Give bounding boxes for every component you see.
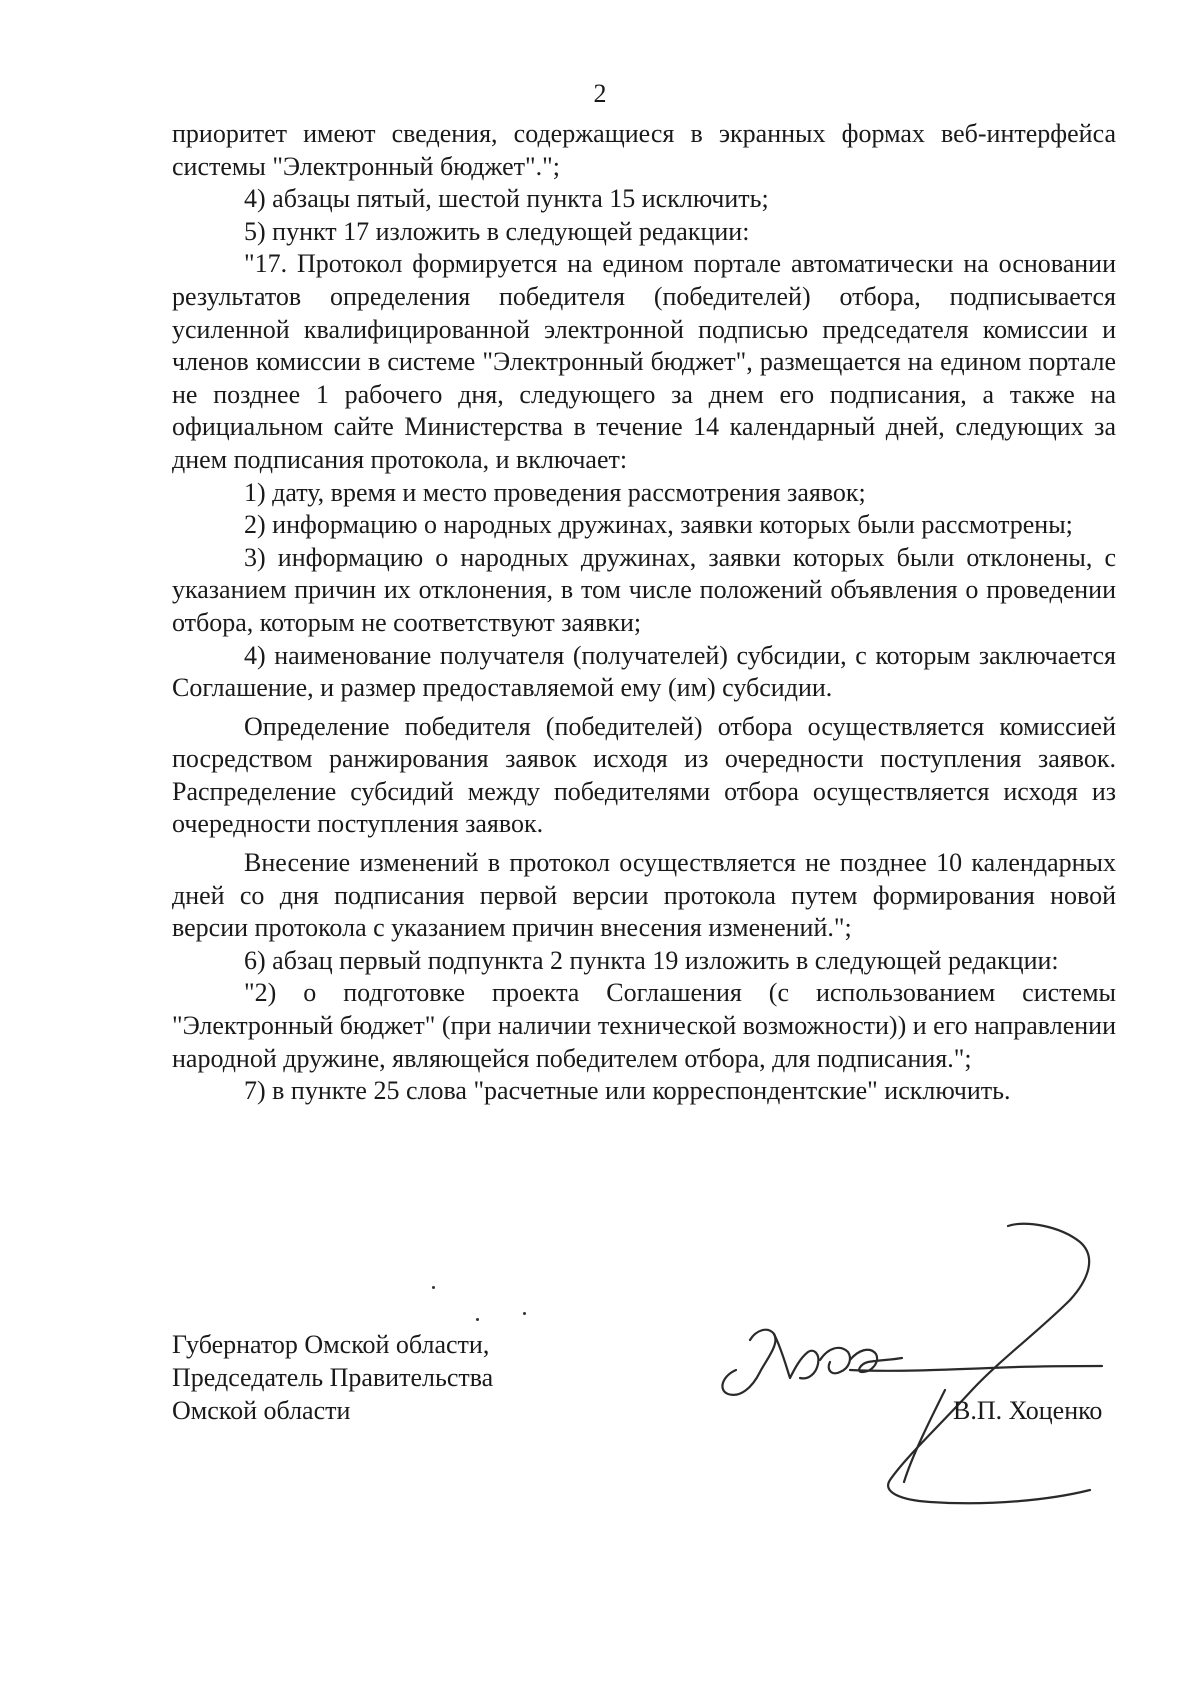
signatory-position-line: Губернатор Омской области, [172, 1330, 490, 1359]
list-item: 3) информацию о народных дружинах, заявки которых были отклонены, с указанием причин их отклонения, в том числе положений объявления о проведении отбора, которым не соответствуют заявки; [172, 542, 1116, 637]
document-body [172, 118, 1116, 1108]
list-item: 1) дату, время и место проведения рассмотрения заявок; [244, 477, 866, 507]
paragraph: Определение победителя (победителей) отбора осуществляется комиссией посредством ранжирования заявок исходя из очередности поступления заявок. Распределение субсидий между победителями отбора осуществляется исходя из очередности поступления заявок. [172, 711, 1116, 839]
handwritten-signature [690, 1220, 1150, 1510]
scan-speck [432, 1286, 435, 1289]
paragraph: "17. Протокол формируется на едином портале автоматически на основании результатов определения победителя (победителей) отбора, подписывается усиленной квалифицированной электронной подписью председателя комиссии и членов комиссии в системе "Электронный бюджет", размещается на едином портале не позднее 1 рабочего дня, следующего за днем его подписания, а также на официальном сайте Министерства в течение 14 календарный дней, следующих за днем подписания протокола, и включает: [172, 249, 1116, 474]
list-item: 2) информацию о народных дружинах, заявки которых были рассмотрены; [244, 510, 1073, 540]
paragraph: приоритет имеют сведения, содержащиеся в экранных формах веб-интерфейса системы "Электронный бюджет"."; [172, 119, 1116, 181]
paragraph: 7) в пункте 25 слова "расчетные или корреспондентские" исключить. [244, 1076, 1011, 1106]
paragraph: "2) о подготовке проекта Соглашения (с использованием системы "Электронный бюджет" (при наличии технической возможности)) и его направлении народной дружине, являющейся победителем отбора, для подписания."; [172, 978, 1116, 1073]
scan-speck [476, 1318, 479, 1321]
signatory-position [172, 1328, 493, 1427]
signer-name: В.П. Хоценко [953, 1396, 1103, 1425]
paragraph: 4) абзацы пятый, шестой пункта 15 исключить; [244, 184, 769, 214]
signatory-position-line: Председатель Правительства [172, 1363, 494, 1392]
list-item: 4) наименование получателя (получателей) субсидии, с которым заключается Соглашение, и размер предоставляемой ему (им) субсидии. [172, 640, 1116, 703]
signatory-position-line: Омской области [172, 1396, 351, 1425]
scan-speck [523, 1312, 526, 1315]
paragraph: 6) абзац первый подпункта 2 пункта 19 изложить в следующей редакции: [244, 945, 1059, 975]
paragraph: Внесение изменений в протокол осуществляется не позднее 10 календарных дней со дня подписания первой версии протокола путем формирования новой версии протокола с указанием причин внесения изменений."; [172, 848, 1116, 943]
paragraph: 5) пункт 17 изложить в следующей редакции: [244, 216, 750, 246]
page-number: 2 [593, 79, 607, 108]
